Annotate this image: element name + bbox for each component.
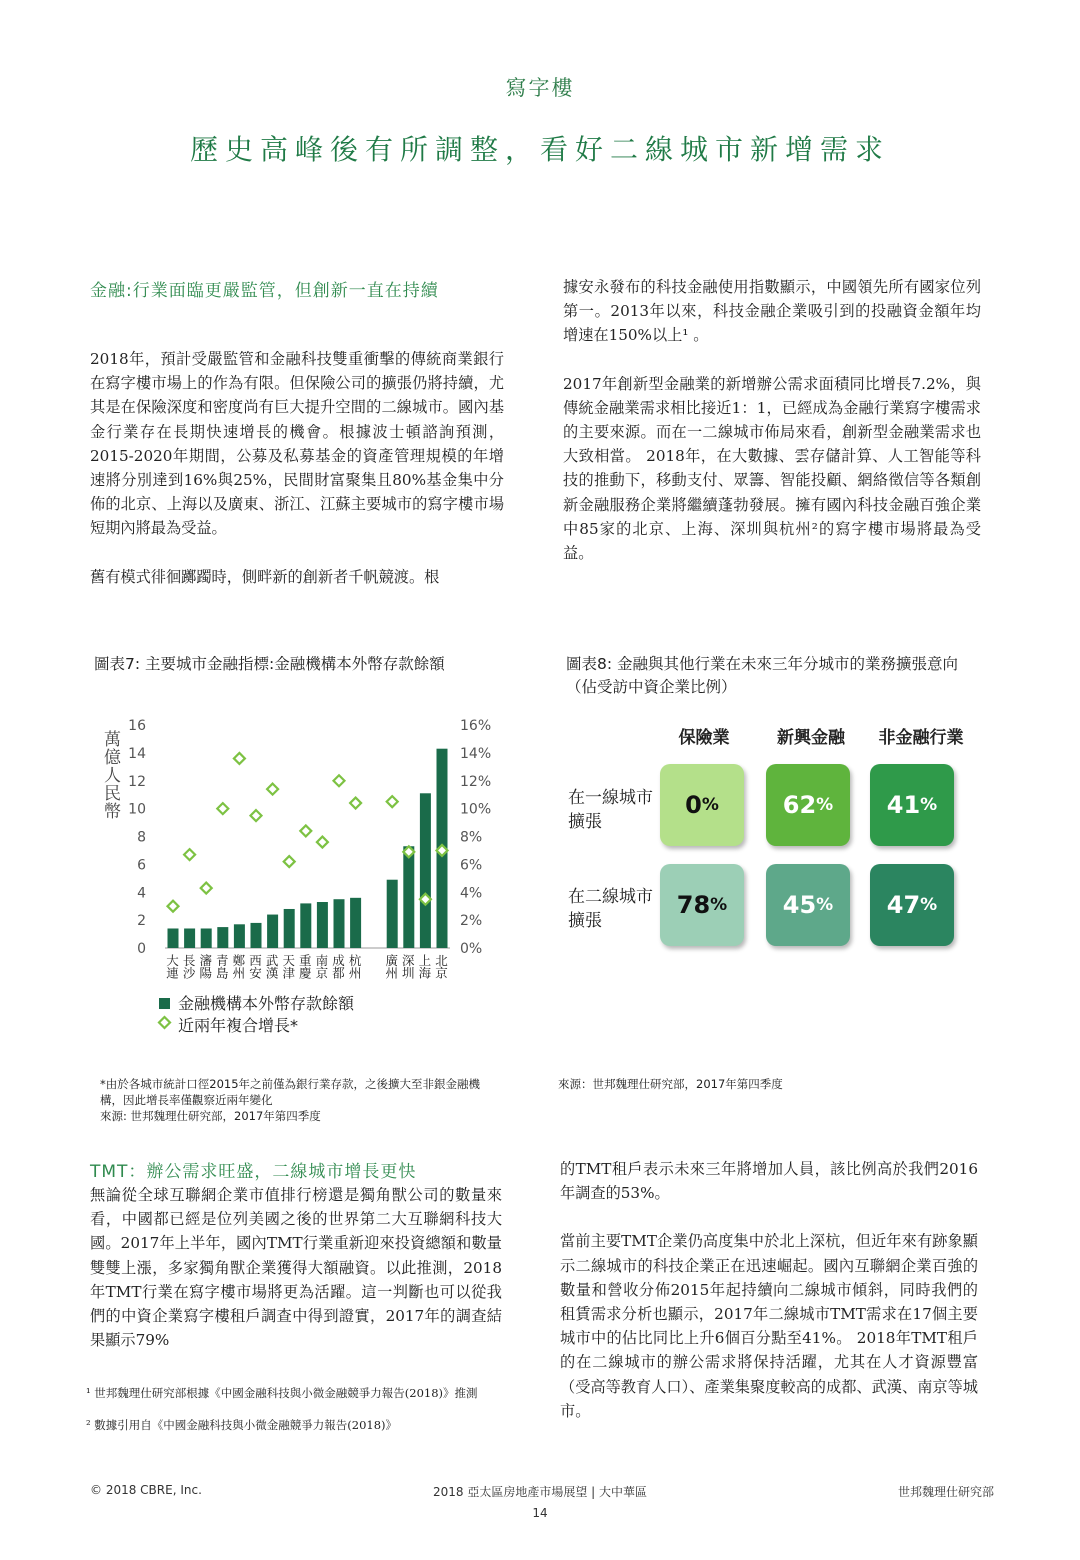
y2-tick-label: 0% xyxy=(460,941,483,957)
y2-tick-label: 12% xyxy=(460,773,492,790)
y-tick-label: 0 xyxy=(137,941,146,957)
growth-marker xyxy=(184,849,195,860)
bar xyxy=(317,902,328,948)
y-tick-label: 8 xyxy=(137,829,146,846)
y-tick-label: 4 xyxy=(137,885,146,902)
tile-value: 0 xyxy=(685,791,702,819)
bar xyxy=(284,909,295,948)
fig8-tile-tier1-nonfinance xyxy=(870,764,954,846)
tmt-heading: TMT：辦公需求旺盛，二線城市增長更快 xyxy=(90,1162,417,1182)
legend-marker-swatch xyxy=(159,1017,170,1028)
paragraph: 無論從全球互聯網企業市值排行榜還是獨角獸公司的數量來看，中國都已經是位列美國之後的世界第二大互聯網科技大國。2017年上半年，國內TMT行業重新迎來投資總額和數量雙雙上漲，多家獨角獸企業獲得大額融資。以此推測，2018年TMT行業在寫字樓市場將更為活躍。這一判斷也可以從我們的中資企業寫字樓租戶調查中得到證實，2017年的調查結果顯示79% xyxy=(90,1186,502,1350)
growth-marker xyxy=(234,753,245,764)
legend-marker-label: 近兩年複合增長* xyxy=(178,1016,299,1035)
x-tick-label: 鄭州 xyxy=(230,954,246,979)
footer-department: 世邦魏理仕研究部 xyxy=(897,1485,994,1499)
paragraph: 舊有模式徘徊躑躅時，側畔新的創新者千帆競渡。根 xyxy=(90,567,440,586)
page-title: 歷史高峰後有所調整，看好二線城市新增需求 xyxy=(189,133,890,166)
growth-marker xyxy=(350,798,361,809)
tmt-right-text xyxy=(560,1157,978,1447)
y-tick-label: 14 xyxy=(128,745,146,762)
growth-marker xyxy=(334,775,345,786)
x-tick-label: 武漢 xyxy=(264,954,280,979)
paragraph: 據安永發布的科技金融使用指數顯示，中國領先所有國家位列第一。2013年以來，科技金融企業吸引到的投融資金額年均增速在150%以上¹ 。 xyxy=(563,278,981,345)
y2-tick-label: 4% xyxy=(460,885,483,902)
footnote-1: ¹ 世邦魏理仕研究部根據《中國金融科技與小微金融競爭力報告(2018)》推測 xyxy=(86,1386,478,1400)
growth-marker xyxy=(317,837,328,848)
finance-right-text xyxy=(563,275,981,589)
x-tick-label: 上海 xyxy=(416,954,432,979)
fig8-col-insurance: 保險業 xyxy=(678,728,730,748)
percent-sign: % xyxy=(710,895,728,915)
fig8-row-tier1: 在一線城市擴張 xyxy=(568,788,653,832)
fig7-chart xyxy=(90,705,510,1045)
tile-value: 47 xyxy=(886,891,921,919)
fig8-tile-tier2-nonfinance xyxy=(870,864,954,946)
y2-tick-label: 2% xyxy=(460,913,483,930)
tile-value: 45 xyxy=(782,891,817,919)
growth-marker xyxy=(251,810,262,821)
growth-marker xyxy=(168,901,179,912)
x-tick-label: 廣州 xyxy=(383,954,399,979)
bar xyxy=(300,903,311,948)
fig8-source: 來源：世邦魏理仕研究部，2017年第四季度 xyxy=(558,1077,783,1091)
bar xyxy=(217,927,228,948)
footer-copyright: © 2018 CBRE, Inc. xyxy=(90,1483,202,1497)
tile-value: 41 xyxy=(886,791,921,819)
y2-tick-label: 8% xyxy=(460,829,483,846)
footer-report-title: 2018 亞太區房地產市場展望 | 大中華區 xyxy=(432,1485,648,1499)
footer-page-number: 14 xyxy=(532,1506,548,1520)
paragraph: 2018年，預計受嚴監管和金融科技雙重衝擊的傳統商業銀行在寫字樓市場上的作為有限。但保險公司的擴張仍將持續，尤其是在保險深度和密度尚有巨大提升空間的二線城市。國內基金行業存在長期快速增長的機會。根據波士頓諮詢預測，2015-2020年期間，公募及私募基金的資產管理規模的年增速將分別達到16%與25%，民間財富聚集且80%基金集中分佈的北京、上海以及廣東、浙江、江蘇主要城市的寫字樓市場短期內將最為受益。 xyxy=(90,350,504,538)
bar xyxy=(334,899,345,948)
bar xyxy=(403,846,414,948)
growth-marker xyxy=(201,883,212,894)
bar xyxy=(267,915,278,948)
y-tick-label: 6 xyxy=(137,857,146,874)
y2-tick-label: 14% xyxy=(460,745,492,762)
y2-tick-label: 6% xyxy=(460,857,483,874)
x-tick-label: 北京 xyxy=(433,954,449,979)
x-tick-label: 深圳 xyxy=(400,954,416,979)
fig8-col-fintech: 新興金融 xyxy=(777,728,845,748)
paragraph: 的TMT租戶表示未來三年將增加人員，該比例高於我們2016年調查的53%。 xyxy=(560,1160,978,1203)
legend-bar-swatch xyxy=(159,998,170,1009)
percent-sign: % xyxy=(920,795,938,815)
finance-heading: 金融:行業面臨更嚴監管，但創新一直在持續 xyxy=(90,281,439,301)
fig7-note: *由於各城市統計口徑2015年之前僅為銀行業存款，之後擴大至非銀金融機構，因此增長率僅觀察近兩年變化 xyxy=(100,1077,481,1107)
y2-tick-label: 10% xyxy=(460,801,492,818)
tile-value: 62 xyxy=(782,791,817,819)
y-tick-label: 2 xyxy=(137,913,146,930)
fig7-caption: 圖表7: 主要城市金融指標:金融機構本外幣存款餘額 xyxy=(94,655,445,673)
growth-marker xyxy=(300,825,311,836)
y-tick-label: 10 xyxy=(128,801,146,818)
paragraph: 2017年創新型金融業的新增辦公需求面積同比增長7.2%，與傳統金融業需求相比接近1：1，已經成為金融行業寫字樓需求的主要來源。而在一二線城市佈局來看，創新型金融業需求也大致相當。 2018年，在大數據、雲存儲計算、人工智能等科技的推動下，移動支付、眾籌、智能投顧、網絡徵信等各類創新金融服務企業將繼續蓬勃發展。擁有國內科技金融百強企業中85家的北京、上海、深圳與杭州²的寫字樓市場將最為受益。 xyxy=(563,374,981,563)
growth-marker xyxy=(387,796,398,807)
bar xyxy=(184,928,195,948)
y-tick-label: 16 xyxy=(128,718,146,734)
percent-sign: % xyxy=(816,795,834,815)
fig7-source: 來源: 世邦魏理仕研究部，2017年第四季度 xyxy=(100,1109,321,1123)
x-tick-label: 長沙 xyxy=(181,954,197,979)
x-tick-label: 成都 xyxy=(330,954,346,979)
percent-sign: % xyxy=(816,895,834,915)
fig8-caption: 圖表8: 金融與其他行業在未來三年分城市的業務擴張意向（佔受訪中資企業比例） xyxy=(566,655,959,696)
x-tick-label: 瀋陽 xyxy=(197,954,213,979)
growth-marker xyxy=(284,856,295,867)
bar xyxy=(350,898,361,948)
x-tick-label: 重慶 xyxy=(297,954,313,979)
fig8-tile-tier1-fintech xyxy=(766,764,850,846)
section-tag: 寫字樓 xyxy=(505,76,575,100)
x-tick-label: 青島 xyxy=(214,954,230,979)
bar xyxy=(251,923,262,948)
tile-value: 78 xyxy=(676,891,711,919)
fig8-col-nonfinance: 非金融行業 xyxy=(878,728,964,748)
x-tick-label: 南京 xyxy=(313,954,329,979)
x-tick-label: 大連 xyxy=(164,954,180,979)
bar xyxy=(168,928,179,948)
growth-marker xyxy=(267,784,278,795)
fig8-tile-tier1-insurance xyxy=(660,764,744,846)
bar xyxy=(420,793,431,948)
finance-left-text xyxy=(90,347,504,613)
growth-marker xyxy=(217,803,228,814)
fig8-row-tier2: 在二線城市擴張 xyxy=(568,887,653,931)
footnote-2: ² 數據引用自《中國金融科技與小微金融競爭力報告(2018)》 xyxy=(86,1418,398,1432)
y2-tick-label: 16% xyxy=(460,718,492,734)
x-tick-label: 西安 xyxy=(247,954,263,979)
legend-bar-label: 金融機構本外幣存款餘額 xyxy=(178,994,355,1013)
bar xyxy=(234,924,245,948)
y-axis-title: 萬億人民幣 xyxy=(100,730,120,820)
percent-sign: % xyxy=(701,795,719,815)
y-tick-label: 12 xyxy=(128,773,146,790)
paragraph: 當前主要TMT企業仍高度集中於北上深杭，但近年來有跡象顯示二線城市的科技企業正在迅速崛起。國內互聯網企業百強的數量和營收分佈2015年起持續向二線城市傾斜，同時我們的租賃需求分析也顯示，2017年二線城市TMT需求在17個主要城市中的佔比同比上升6個百分點至41%。 2018年TMT租戶的在二線城市的辦公需求將保持活躍，尤其在人才資源豐富（受高等教育人口）、產業集聚度較高的成都、武漢、南京等城市。 xyxy=(560,1232,978,1420)
fig8-tile-tier2-fintech xyxy=(766,864,850,946)
fig8-tile-tier2-insurance xyxy=(660,864,744,946)
bar xyxy=(387,880,398,948)
percent-sign: % xyxy=(920,895,938,915)
tmt-left-text xyxy=(90,1183,502,1376)
x-tick-label: 杭州 xyxy=(347,954,363,979)
bar xyxy=(201,928,212,948)
x-tick-label: 天津 xyxy=(280,954,296,979)
